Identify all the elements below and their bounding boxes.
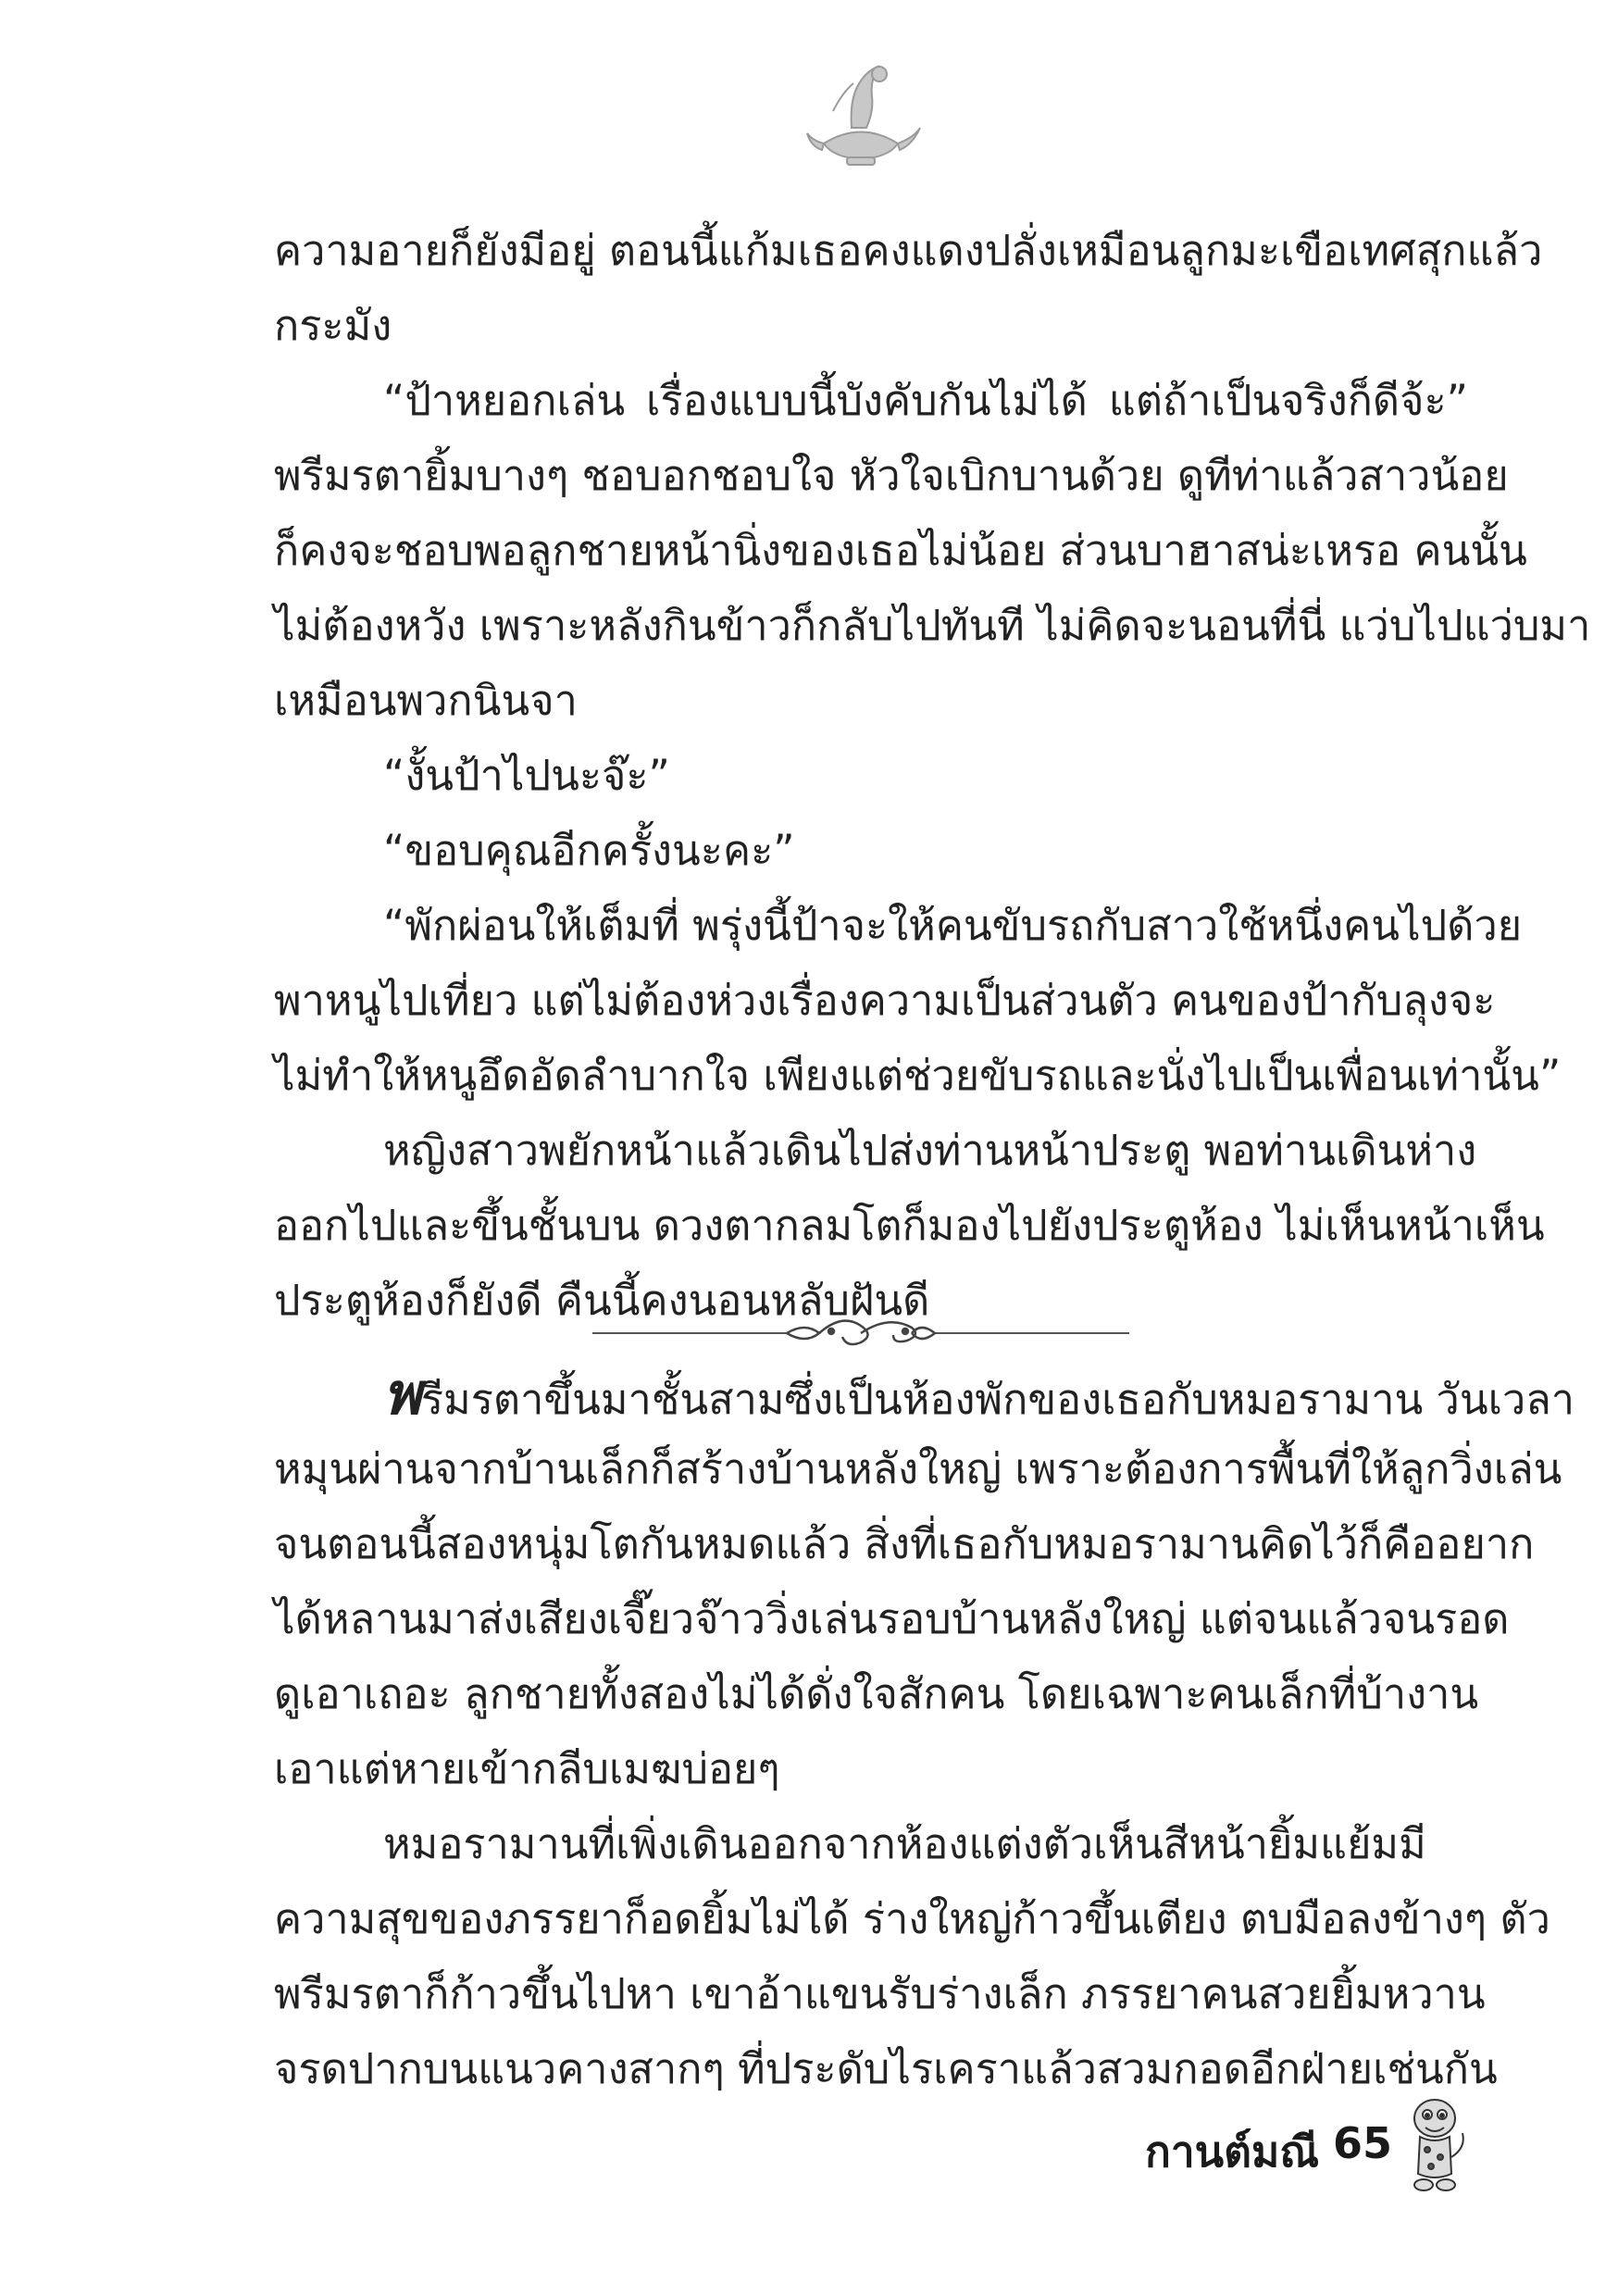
text-line: ได้หลานมาส่งเสียงเจี๊ยวจ๊าววิ่งเล่นรอบบ้านหลังใหญ่ แต่จนแล้วจนรอด (274, 1594, 1510, 1643)
cartoon-mascot-icon (1398, 2092, 1472, 2194)
text-line: หญิงสาวพยักหน้าแล้วเดินไปส่งท่านหน้าประตู พอท่านเดินห่าง (383, 1126, 1477, 1175)
page-footer (1145, 2092, 1481, 2194)
book-title: กานต์มณี (1145, 2127, 1319, 2177)
text-line: ไม่ทำให้หนูอึดอัดลำบากใจ เพียงแต่ช่วยขับรถและนั่งไปเป็นเพื่อนเท่านั้น” (274, 1051, 1562, 1100)
body-text-top (274, 213, 1591, 1338)
text-line: ประตูห้องก็ยังดี คืนนี้คงนอนหลับฝันดี (274, 1276, 930, 1325)
first-line-rest: รีมรตาขึ้นมาชั้นสามซึ่งเป็นห้องพักของเธอกับหมอรามาน วันเวลา (420, 1375, 1575, 1424)
text-line: หมุนผ่านจากบ้านเล็กก็สร้างบ้านหลังใหญ่ เพราะต้องการพื้นที่ให้ลูกวิ่งเล่น (274, 1444, 1562, 1493)
text-line: พรีมรตายิ้มบางๆ ชอบอกชอบใจ หัวใจเบิกบานด้วย ดูทีท่าแล้วสาวน้อย (274, 451, 1509, 500)
text-line: พรีมรตาก็ก้าวขึ้นไปหา เขาอ้าแขนรับร่างเล็ก ภรรยาคนสวยยิ้มหวาน (274, 1969, 1486, 2018)
text-line: เหมือนพวกนินจา (274, 676, 578, 725)
text-line: จรดปากบนแนวคางสากๆ ที่ประดับไรเคราแล้วสวมกอดอีกฝ่ายเช่นกัน (274, 2044, 1498, 2093)
text-line: ดูเอาเถอะ ลูกชายทั้งสองไม่ได้ดั่งใจสักคน โดยเฉพาะคนเล็กที่บ้างาน (274, 1669, 1479, 1718)
text-line: พาหนูไปเที่ยว แต่ไม่ต้องห่วงเรื่องความเป็นส่วนตัว คนของป้ากับลุงจะ (274, 976, 1496, 1025)
flourish-divider-icon (592, 1305, 1129, 1361)
text-line: หมอรามานที่เพิ่งเดินออกจากห้องแต่งตัวเห็นสีหน้ายิ้มแย้มมี (383, 1819, 1426, 1868)
text-line: เอาแต่หายเข้ากลีบเมฆบ่อยๆ (274, 1744, 780, 1793)
text-line: ออกไปและขึ้นชั้นบน ดวงตากลมโตก็มองไปยังประตูห้อง ไม่เห็นหน้าเห็น (274, 1201, 1545, 1250)
text-line: จนตอนนี้สองหนุ่มโตกันหมดแล้ว สิ่งที่เธอกับหมอรามานคิดไว้ก็คืออยาก (274, 1519, 1535, 1568)
text-line: ก็คงจะชอบพอลูกชายหน้านิ่งของเธอไม่น้อย ส่วนบาฮาสน่ะเหรอ คนนั้น (274, 526, 1527, 575)
text-line: “พักผ่อนให้เต็มที่ พรุ่งนี้ป้าจะให้คนขับรถกับสาวใช้หนึ่งคนไปด้วย (383, 901, 1523, 950)
paragraph-first-line (274, 1356, 1575, 1431)
text-line: “งั้นป้าไปนะจ๊ะ” (383, 751, 670, 800)
page-number: 65 (1332, 2118, 1392, 2168)
text-line: ความอายก็ยังมีอยู่ ตอนนี้แก้มเธอคงแดงปลั่งเหมือนลูกมะเขือเทศสุกแล้ว (274, 226, 1543, 275)
genie-lamp-icon (796, 56, 926, 176)
text-line: ความสุขของภรรยาก็อดยิ้มไม่ได้ ร่างใหญ่ก้าวขึ้นเตียง ตบมือลงข้างๆ ตัว (274, 1894, 1550, 1943)
text-line: “ขอบคุณอีกครั้งนะคะ” (383, 826, 795, 875)
text-line: กระมัง (274, 301, 392, 350)
text-line: “ป้าหยอกเล่น เรื่องแบบนี้บังคับกันไม่ได้ แต่ถ้าเป็นจริงก็ดีจ้ะ” (383, 376, 1468, 425)
body-text-bottom (274, 1356, 1575, 2106)
drop-cap: พ (383, 1360, 421, 1428)
text-line: ไม่ต้องหวัง เพราะหลังกินข้าวก็กลับไปทันที ไม่คิดจะนอนที่นี่ แว่บไปแว่บมา (274, 601, 1591, 650)
